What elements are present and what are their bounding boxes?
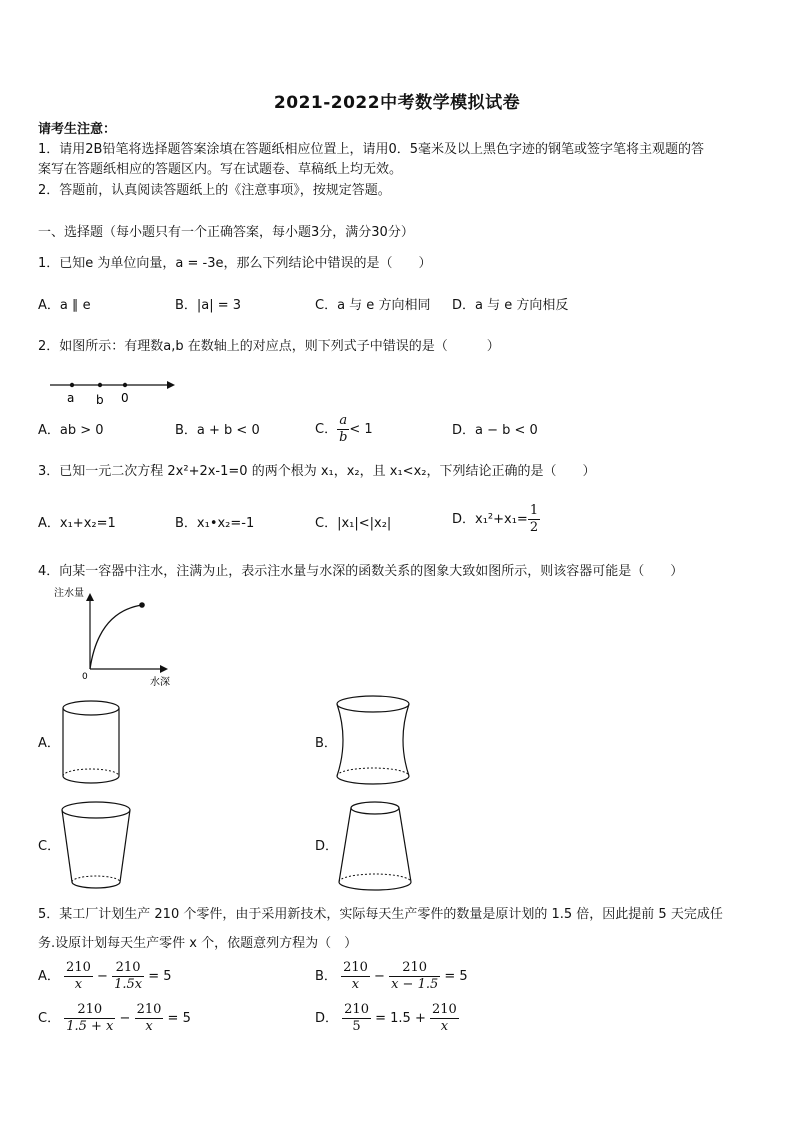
container-wide-top [58,798,138,894]
question-3-option-c: C．|x₁|<|x₂| [315,516,392,531]
question-4-option-c: C． [38,839,61,854]
question-1-stem: 1．已知e 为单位向量，a = -3e，那么下列结论中错误的是（ ） [38,256,432,271]
question-4-option-b: B． [315,736,337,751]
question-2-option-a: A．ab > 0 [38,423,104,438]
question-4-stem: 4．向某一容器中注水，注满为止，表示注水量与水深的函数关系的图象大致如图所示，则该容器可能是（ ） [38,564,684,579]
page-title: 2021-2022中考数学模拟试卷 [273,93,521,113]
question-1-option-a: A．a ∥ e [38,298,91,313]
container-hourglass [333,692,415,788]
notice-heading: 请考生注意： [38,122,117,137]
graph-origin: 0 [82,672,88,682]
question-5-option-b: B． $\frac{210}{x}$ − $\frac{210}{x - 1.5}$ = 5 [315,960,468,992]
container-cylinder [58,696,128,788]
water-depth-graph [50,585,185,690]
question-3-option-d: D．x₁²+x₁= $\frac{1}{2}$ [452,503,539,535]
notice-item-2: 2．答题前，认真阅读答题纸上的《注意事项》，按规定答题。 [38,183,391,198]
question-1-option-c: C．a 与 e 方向相同 [315,298,431,313]
graph-xlabel: 水深 [150,677,170,688]
question-5-stem-line-1: 5．某工厂计划生产 210 个零件，由于采用新技术，实际每天生产零件的数量是原计划的 1.5 倍，因此提前 5 天完成任 [38,907,723,922]
question-2-stem: 2．如图所示：有理数a,b 在数轴上的对应点，则下列式子中错误的是（ ） [38,339,500,354]
question-1-option-b: B．|a| = 3 [175,298,242,313]
notice-item-1-line-2: 案写在答题纸相应的答题区内。写在试题卷、草稿纸上均无效。 [38,162,403,177]
question-3-stem: 3．已知一元二次方程 2x²+2x-1=0 的两个根为 x₁，x₂，且 x₁<x₂，下列结论正确的是（ ） [38,464,596,479]
question-4-option-d: D． [315,839,339,854]
number-line-label-a: a [67,391,75,405]
question-2-option-b: B．a + b < 0 [175,423,260,438]
question-4-option-a: A． [38,736,60,751]
graph-ylabel: 注水量 [54,588,84,599]
question-3-option-b: B．x₁•x₂=-1 [175,516,255,531]
number-line-label-zero: 0 [121,391,129,405]
question-1-option-d: D．a 与 e 方向相反 [452,298,569,313]
question-5-option-a: A． $\frac{210}{x}$ − $\frac{210}{1.5x}$ = 5 [38,960,172,992]
notice-item-1-line-1: 1．请用2B铅笔将选择题答案涂填在答题纸相应位置上，请用0．5毫米及以上黑色字迹的钢笔或签字笔将主观题的答 [38,142,705,157]
section-heading: 一、选择题（每小题只有一个正确答案，每小题3分，满分30分） [38,225,414,240]
container-wide-bottom [333,798,419,896]
question-5-option-c: C． $\frac{210}{1.5 + x}$ − $\frac{210}{x}$ = 5 [38,1002,191,1034]
question-3-option-a: A．x₁+x₂=1 [38,516,116,531]
question-2-option-d: D．a − b < 0 [452,423,538,438]
question-5-stem-line-2: 务.设原计划每天生产零件 x 个，依题意列方程为（ ） [38,936,358,951]
question-2-option-c: C． $\frac{a}{b}$ < 1 [315,413,373,445]
number-line-label-b: b [96,393,104,407]
number-line-figure [45,370,180,410]
question-5-option-d: D． $\frac{210}{5}$ = 1.5 + $\frac{210}{x}$ [315,1002,457,1034]
